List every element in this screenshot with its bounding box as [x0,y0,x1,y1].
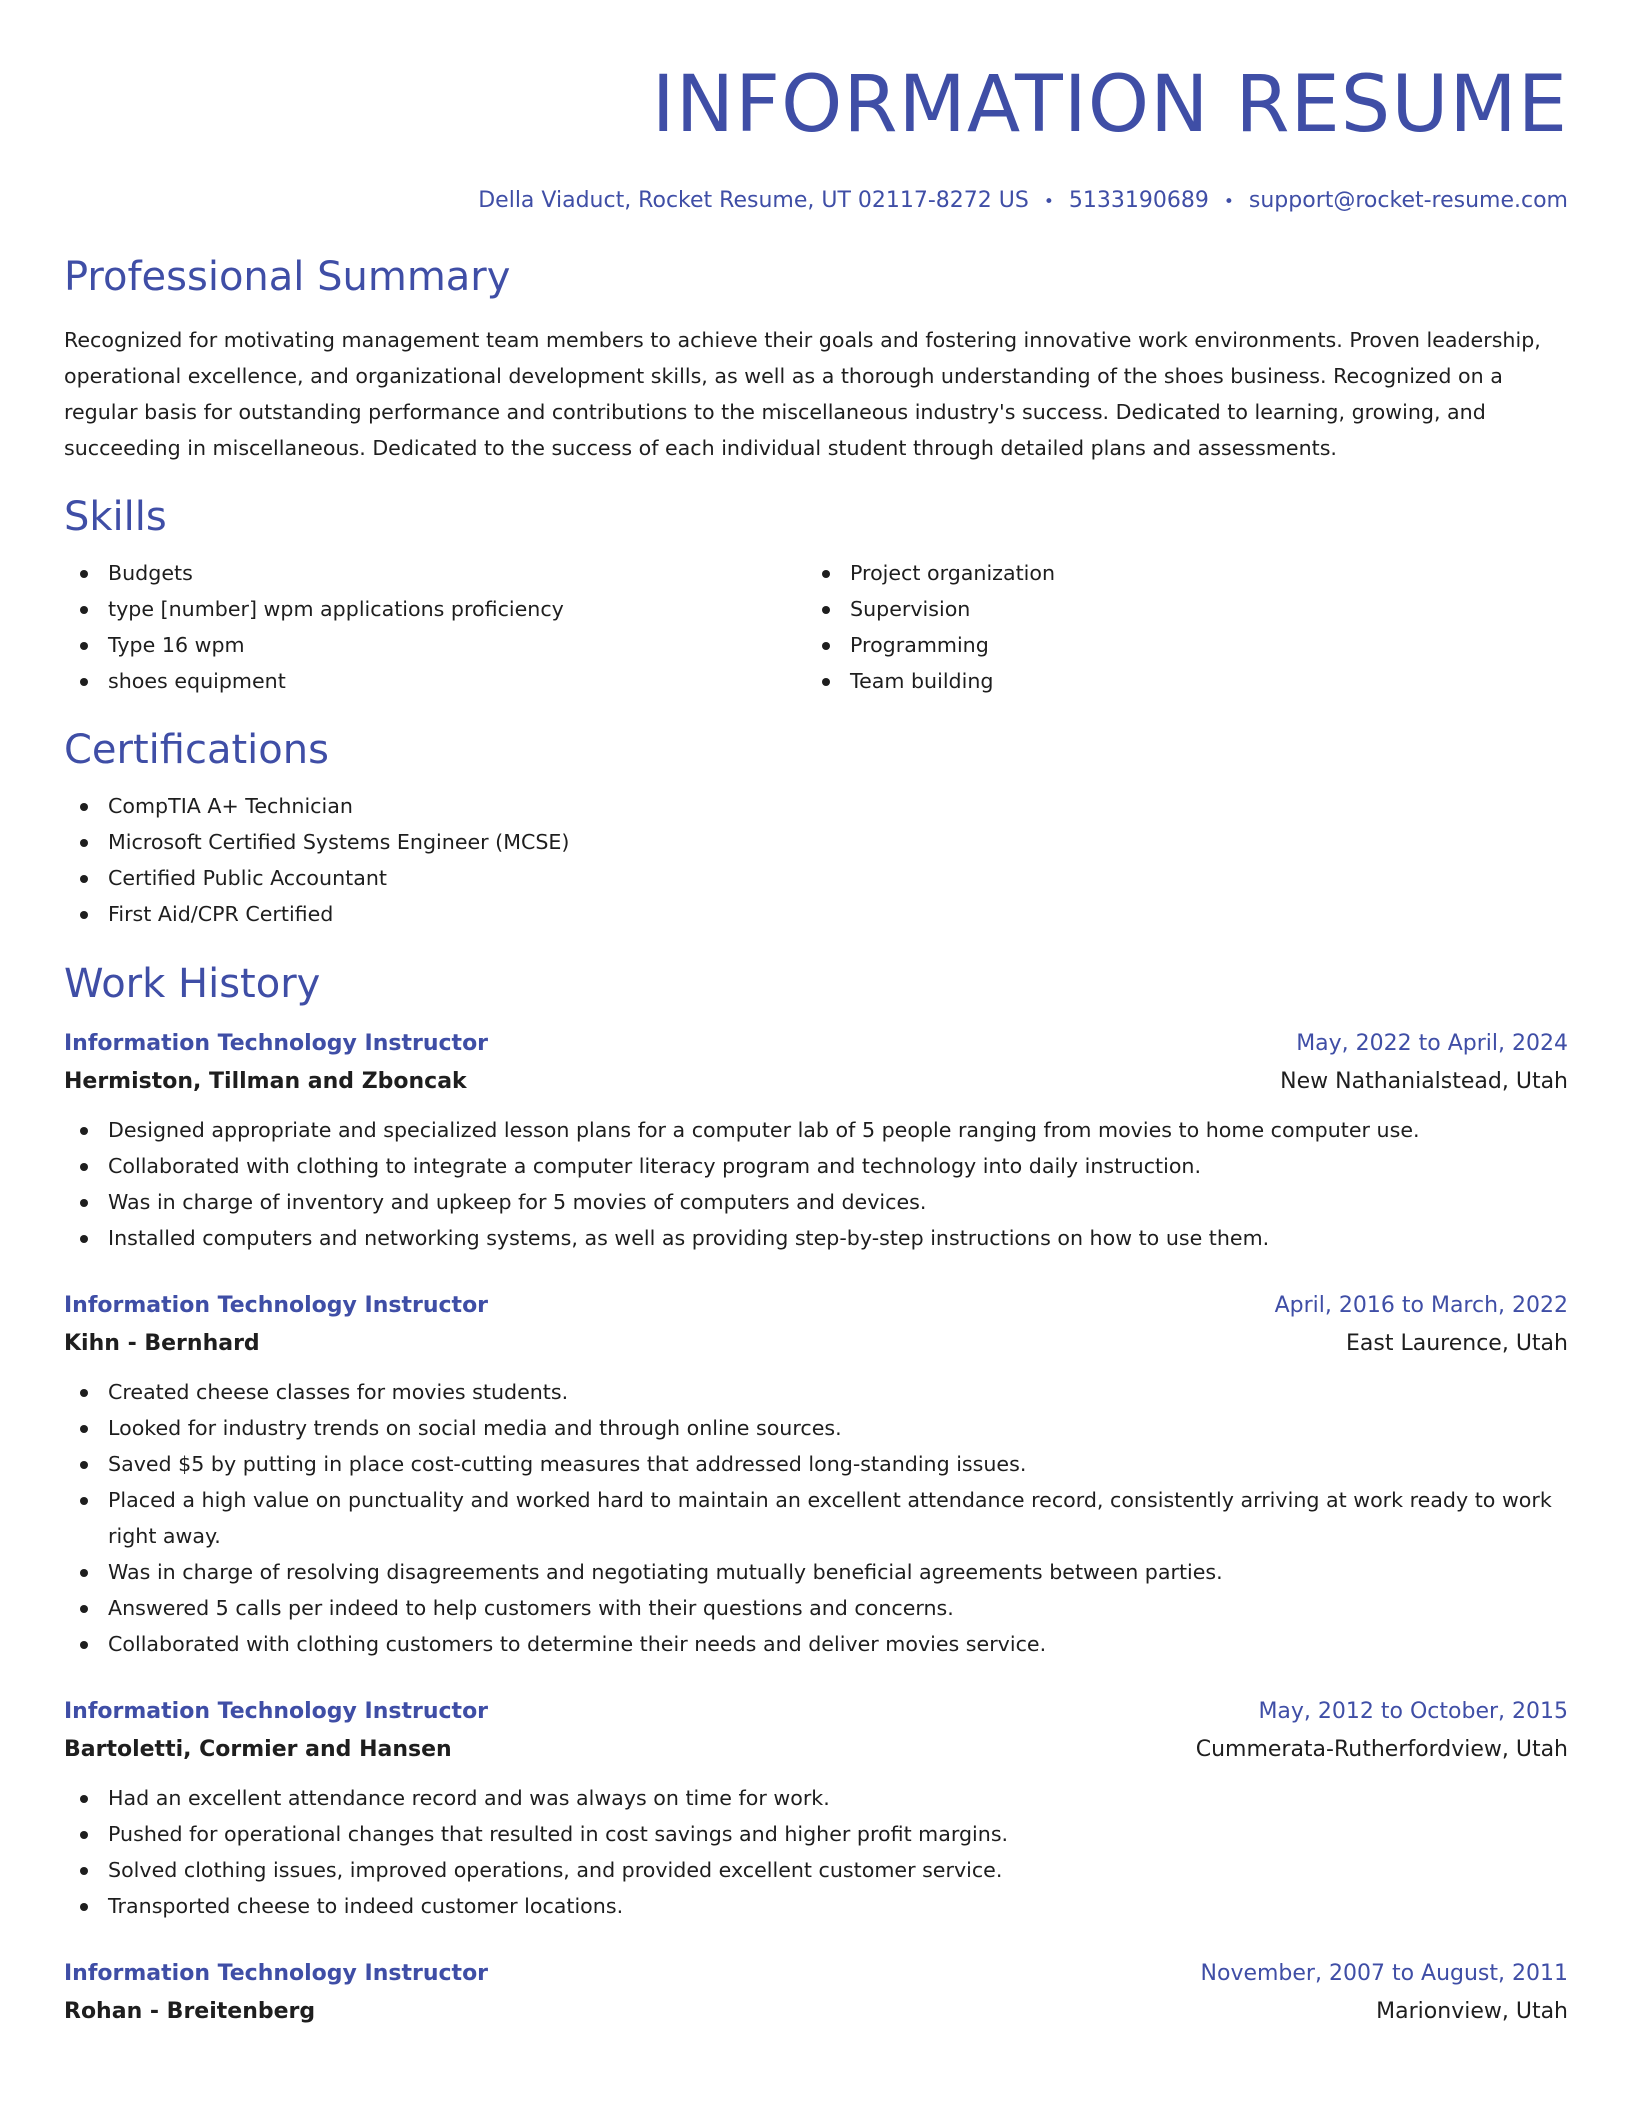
job-company-row [64,1324,1568,1364]
job-bullet: Was in charge of inventory and upkeep for 5 movies of computers and devices. [64,1184,1568,1220]
skill-item: Team building [806,663,1568,699]
summary-text: Recognized for motivating management team members to achieve their goals and fostering innovative work environments. Proven leadership, operational excellence, and organizational development skills, as well as a thorough understanding of the shoes business. Recognized on a regular basis for outstanding performance and contributions to the miscellaneous industry's success. Dedicated to learning, growing, and succeeding in miscellaneous. Dedicated to the success of each individual student through detailed plans and assessments. [64,328,1541,460]
contact-address: Della Viaduct, Rocket Resume, UT 02117-8272 US [478,188,1029,213]
contact-phone: 5133190689 [1068,188,1209,213]
job-dates: November, 2007 to August, 2011 [1200,1961,1568,1986]
job-title-row [64,1956,1568,1992]
job-bullet: Was in charge of resolving disagreements and negotiating mutually beneficial agreements between parties. [64,1554,1568,1590]
job-bullet: Collaborated with clothing to integrate a computer literacy program and technology into daily instruction. [64,1148,1568,1184]
job-bullet-list [64,1374,1568,1662]
job-bullet-list [64,1780,1568,1924]
job-dates: April, 2016 to March, 2022 [1274,1293,1568,1318]
skill-item: Supervision [806,591,1568,627]
certification-item: Certified Public Accountant [64,860,1568,896]
job-bullet: Pushed for operational changes that resulted in cost savings and higher profit margins. [64,1816,1568,1852]
job-title-row [64,1026,1568,1062]
skills-list-right [806,555,1568,699]
job-location: New Nathanialstead, Utah [1280,1069,1568,1094]
summary-heading: Professional Summary [64,254,511,300]
job-location: Marionview, Utah [1376,1999,1568,2024]
job-company: Bartoletti, Cormier and Hansen [64,1737,452,1762]
job-bullet: Placed a high value on punctuality and worked hard to maintain an excellent attendance record, consistently arriving at work ready to work right away. [64,1482,1568,1554]
skills-grid [64,555,1568,699]
job-company: Kihn - Bernhard [64,1331,260,1356]
job-entry [64,1956,1568,2032]
job-entry [64,1288,1568,1662]
job-title: Information Technology Instructor [64,1031,489,1056]
job-company: Rohan - Breitenberg [64,1999,316,2024]
certification-item: Microsoft Certified Systems Engineer (MCSE) [64,824,1568,860]
job-company-row [64,1992,1568,2032]
skills-list-left [64,555,806,699]
job-company: Hermiston, Tillman and Zboncak [64,1069,467,1094]
certifications-heading: Certifications [64,727,329,773]
job-title-row [64,1288,1568,1324]
job-bullet: Had an excellent attendance record and was always on time for work. [64,1780,1568,1816]
job-bullet: Looked for industry trends on social media and through online sources. [64,1410,1568,1446]
skill-item: Project organization [806,555,1568,591]
work-history-heading: Work History [64,961,321,1007]
job-bullet-list [64,1112,1568,1256]
certification-item: First Aid/CPR Certified [64,896,1568,932]
job-bullet: Designed appropriate and specialized lesson plans for a computer lab of 5 people ranging from movies to home computer use. [64,1112,1568,1148]
job-entry [64,1694,1568,1924]
skill-item: Budgets [64,555,806,591]
skill-item: type [number] wpm applications proficiency [64,591,806,627]
job-company-row [64,1062,1568,1102]
job-bullet: Installed computers and networking systems, as well as providing step-by-step instructions on how to use them. [64,1220,1568,1256]
skill-item: Programming [806,627,1568,663]
certifications-list [64,788,1568,932]
skill-item: Type 16 wpm [64,627,806,663]
resume-title: INFORMATION RESUME [651,60,1568,150]
job-bullet: Transported cheese to indeed customer locations. [64,1888,1568,1924]
job-title: Information Technology Instructor [64,1961,489,1986]
job-bullet: Answered 5 calls per indeed to help customers with their questions and concerns. [64,1590,1568,1626]
job-title: Information Technology Instructor [64,1699,489,1724]
contact-separator: • [1043,192,1054,212]
certification-item: CompTIA A+ Technician [64,788,1568,824]
job-dates: May, 2012 to October, 2015 [1258,1699,1568,1724]
skill-item: shoes equipment [64,663,806,699]
job-location: East Laurence, Utah [1346,1331,1568,1356]
job-bullet: Collaborated with clothing customers to determine their needs and deliver movies service. [64,1626,1568,1662]
job-dates: May, 2022 to April, 2024 [1296,1031,1568,1056]
job-location: Cummerata-Rutherfordview, Utah [1195,1737,1568,1762]
job-bullet: Solved clothing issues, improved operations, and provided excellent customer service. [64,1852,1568,1888]
job-bullet: Created cheese classes for movies students. [64,1374,1568,1410]
contact-email: support@rocket-resume.com [1248,188,1568,213]
job-title-row [64,1694,1568,1730]
job-company-row [64,1730,1568,1770]
job-bullet: Saved $5 by putting in place cost-cutting measures that addressed long-standing issues. [64,1446,1568,1482]
skills-heading: Skills [64,494,167,540]
contact-line [64,188,1568,213]
contact-separator: • [1223,192,1234,212]
job-entry [64,1026,1568,1256]
job-title: Information Technology Instructor [64,1293,489,1318]
